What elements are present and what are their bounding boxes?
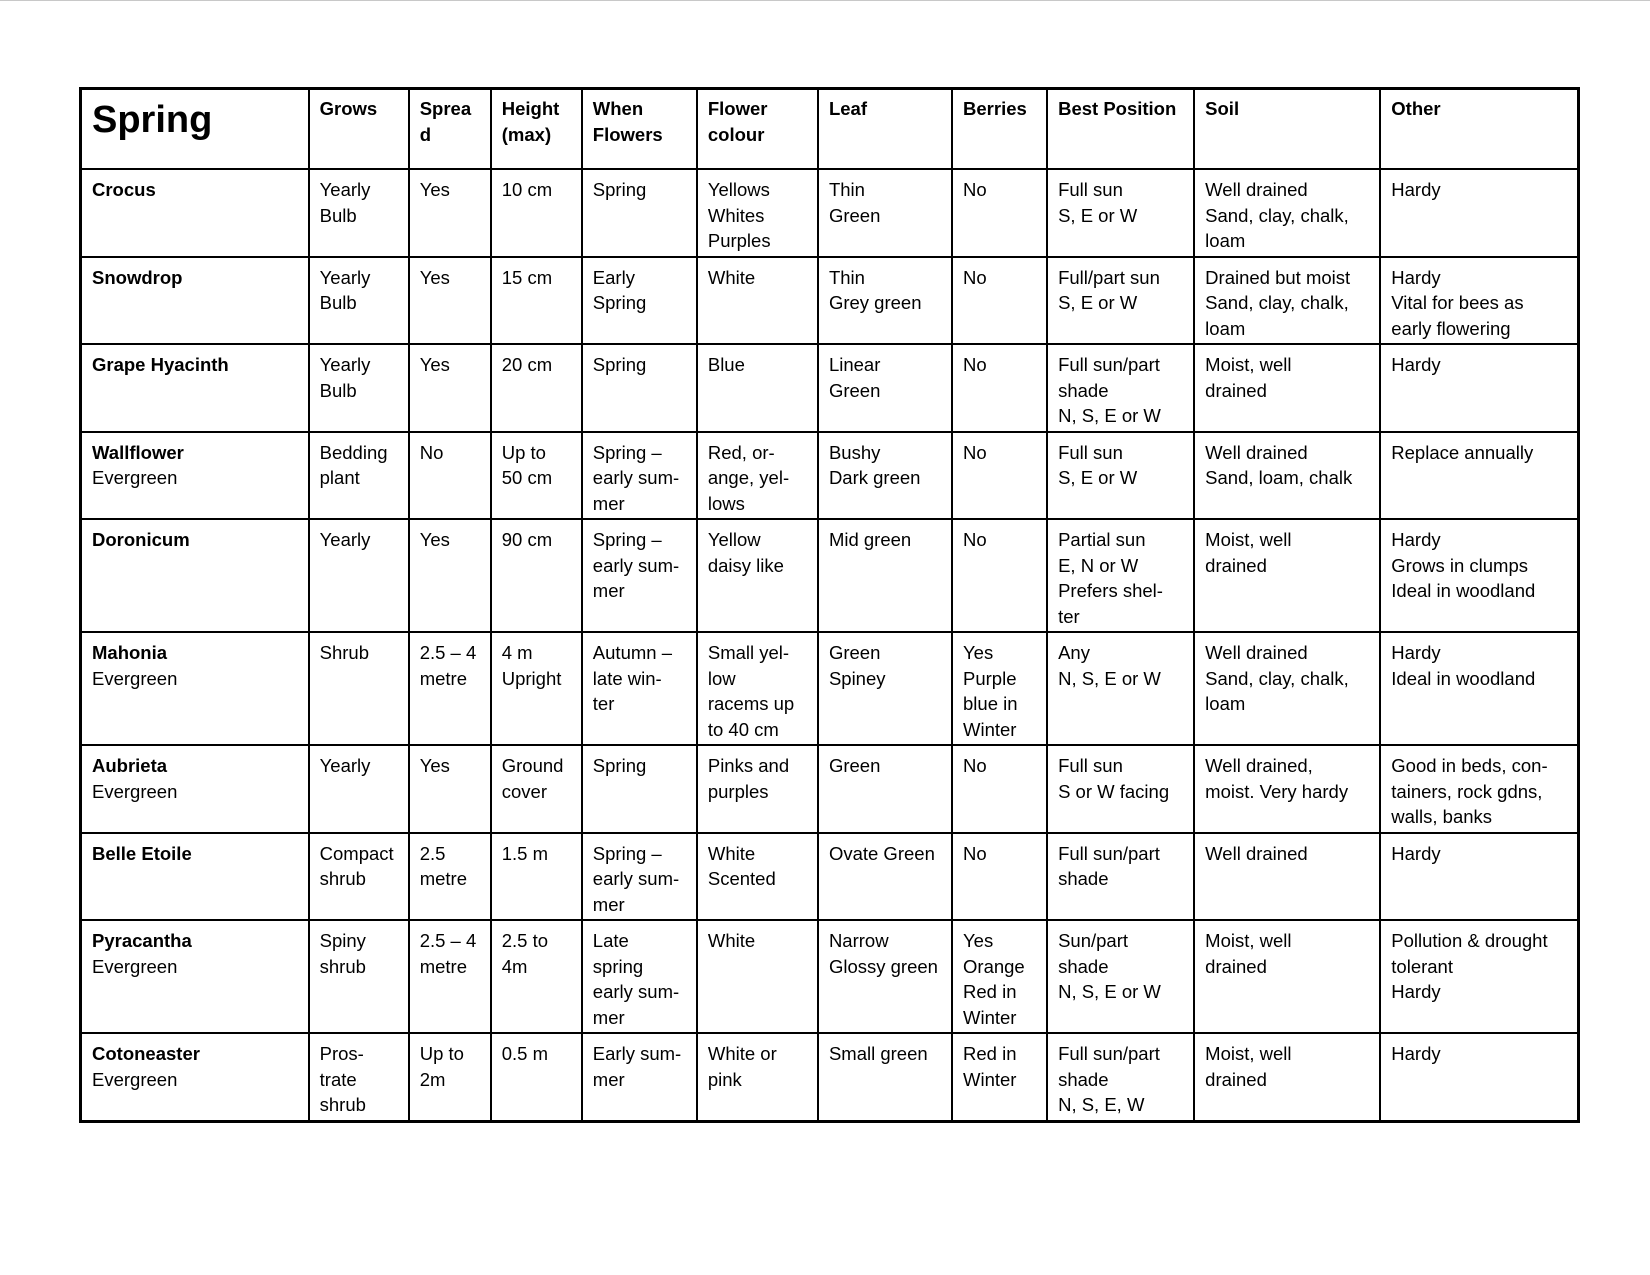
cell-best-position: Partial sun E, N or W Prefers shel- ter	[1047, 519, 1194, 632]
plant-name: Cotoneaster	[92, 1043, 200, 1064]
table-row	[81, 1033, 1579, 1121]
plant-name: Aubrieta	[92, 755, 168, 776]
cell-height: 1.5 m	[491, 833, 582, 921]
table-row	[81, 344, 1579, 432]
cell-soil: Well drained, moist. Very hardy	[1194, 745, 1380, 833]
cell-other: Hardy Vital for bees as early flowering	[1380, 257, 1578, 345]
cell-soil: Moist, well drained	[1194, 519, 1380, 632]
cell-leaf: Thin Green	[818, 169, 952, 257]
header-berries: Berries	[952, 89, 1047, 170]
cell-soil: Well drained	[1194, 833, 1380, 921]
cell-leaf: Thin Grey green	[818, 257, 952, 345]
cell-height: Ground cover	[491, 745, 582, 833]
cell-leaf: Bushy Dark green	[818, 432, 952, 520]
cell-grows: Shrub	[309, 632, 409, 745]
plant-cell	[81, 519, 309, 632]
header-other: Other	[1380, 89, 1578, 170]
cell-when-flowers: Early sum- mer	[582, 1033, 697, 1121]
cell-spread: 2.5 metre	[409, 833, 491, 921]
header-flower-colour: Flower colour	[697, 89, 818, 170]
cell-flower-colour: White	[697, 257, 818, 345]
cell-spread: No	[409, 432, 491, 520]
page-top-rule	[0, 0, 1650, 1]
table-row	[81, 257, 1579, 345]
cell-height: 15 cm	[491, 257, 582, 345]
cell-when-flowers: Early Spring	[582, 257, 697, 345]
cell-when-flowers: Spring – early sum- mer	[582, 432, 697, 520]
plant-cell	[81, 920, 309, 1033]
cell-best-position: Full sun/part shade	[1047, 833, 1194, 921]
table-row	[81, 432, 1579, 520]
cell-berries: No	[952, 432, 1047, 520]
cell-best-position: Full/part sun S, E or W	[1047, 257, 1194, 345]
plant-cell	[81, 632, 309, 745]
table-row	[81, 169, 1579, 257]
cell-height: 20 cm	[491, 344, 582, 432]
cell-other: Pollution & drought tolerant Hardy	[1380, 920, 1578, 1033]
plant-cell	[81, 344, 309, 432]
cell-when-flowers: Spring – early sum- mer	[582, 833, 697, 921]
cell-grows: Yearly Bulb	[309, 169, 409, 257]
plant-type: Evergreen	[92, 667, 178, 689]
header-row	[81, 89, 1579, 170]
header-soil: Soil	[1194, 89, 1380, 170]
plant-cell	[81, 745, 309, 833]
plant-cell	[81, 432, 309, 520]
header-leaf: Leaf	[818, 89, 952, 170]
cell-other: Hardy	[1380, 1033, 1578, 1121]
cell-flower-colour: Yellows Whites Purples	[697, 169, 818, 257]
plant-cell	[81, 833, 309, 921]
cell-best-position: Full sun/part shade N, S, E, W	[1047, 1033, 1194, 1121]
cell-spread: Yes	[409, 344, 491, 432]
cell-soil: Well drained Sand, loam, chalk	[1194, 432, 1380, 520]
header-height: Height (max)	[491, 89, 582, 170]
cell-leaf: Small green	[818, 1033, 952, 1121]
cell-height: 2.5 to 4m	[491, 920, 582, 1033]
cell-height: 90 cm	[491, 519, 582, 632]
plant-name: Wallflower	[92, 441, 184, 463]
cell-grows: Bedding plant	[309, 432, 409, 520]
cell-spread: 2.5 – 4 metre	[409, 920, 491, 1033]
cell-when-flowers: Autumn – late win- ter	[582, 632, 697, 745]
cell-flower-colour: White	[697, 920, 818, 1033]
spring-plants-table	[79, 87, 1580, 1123]
season-title: Spring	[81, 89, 309, 170]
cell-flower-colour: Small yel- low racems up to 40 cm	[697, 632, 818, 745]
cell-height: 10 cm	[491, 169, 582, 257]
cell-other: Replace annually	[1380, 432, 1578, 520]
cell-other: Hardy	[1380, 344, 1578, 432]
cell-grows: Yearly	[309, 745, 409, 833]
cell-leaf: Green	[818, 745, 952, 833]
cell-spread: Yes	[409, 519, 491, 632]
cell-height: Up to 50 cm	[491, 432, 582, 520]
cell-leaf: Mid green	[818, 519, 952, 632]
cell-height: 4 m Upright	[491, 632, 582, 745]
cell-soil: Well drained Sand, clay, chalk, loam	[1194, 632, 1380, 745]
plant-type: Evergreen	[92, 780, 178, 802]
cell-soil: Well drained Sand, clay, chalk, loam	[1194, 169, 1380, 257]
plant-cell	[81, 257, 309, 345]
cell-when-flowers: Spring	[582, 745, 697, 833]
cell-when-flowers: Late spring early sum- mer	[582, 920, 697, 1033]
cell-leaf: Green Spiney	[818, 632, 952, 745]
table-row	[81, 632, 1579, 745]
cell-other: Hardy Grows in clumps Ideal in woodland	[1380, 519, 1578, 632]
cell-grows: Yearly Bulb	[309, 257, 409, 345]
cell-berries: No	[952, 169, 1047, 257]
cell-spread: Yes	[409, 257, 491, 345]
table-body	[81, 169, 1579, 1121]
cell-spread: Up to 2m	[409, 1033, 491, 1121]
cell-flower-colour: Blue	[697, 344, 818, 432]
cell-flower-colour: White Scented	[697, 833, 818, 921]
plant-name: Doronicum	[92, 529, 190, 550]
cell-berries: Red in Winter	[952, 1033, 1047, 1121]
plant-name: Mahonia	[92, 642, 168, 663]
cell-flower-colour: Red, or- ange, yel- lows	[697, 432, 818, 520]
plant-type: Evergreen	[92, 467, 178, 488]
cell-other: Good in beds, con- tainers, rock gdns, walls, banks	[1380, 745, 1578, 833]
cell-best-position: Full sun S or W facing	[1047, 745, 1194, 833]
table-row	[81, 519, 1579, 632]
cell-leaf: Narrow Glossy green	[818, 920, 952, 1033]
cell-leaf: Linear Green	[818, 344, 952, 432]
cell-grows: Yearly Bulb	[309, 344, 409, 432]
cell-grows: Pros- trate shrub	[309, 1033, 409, 1121]
cell-spread: Yes	[409, 745, 491, 833]
table-row	[81, 833, 1579, 921]
header-spread: Sprea d	[409, 89, 491, 170]
cell-best-position: Any N, S, E or W	[1047, 632, 1194, 745]
cell-flower-colour: Pinks and purples	[697, 745, 818, 833]
cell-flower-colour: Yellow daisy like	[697, 519, 818, 632]
cell-grows: Yearly	[309, 519, 409, 632]
cell-berries: No	[952, 833, 1047, 921]
cell-soil: Moist, well drained	[1194, 344, 1380, 432]
cell-best-position: Full sun S, E or W	[1047, 169, 1194, 257]
cell-spread: 2.5 – 4 metre	[409, 632, 491, 745]
cell-spread: Yes	[409, 169, 491, 257]
cell-best-position: Sun/part shade N, S, E or W	[1047, 920, 1194, 1033]
plant-name: Grape Hyacinth	[92, 354, 229, 375]
plant-cell	[81, 169, 309, 257]
plant-name: Snowdrop	[92, 266, 183, 288]
cell-best-position: Full sun/part shade N, S, E or W	[1047, 344, 1194, 432]
cell-other: Hardy	[1380, 169, 1578, 257]
header-grows: Grows	[309, 89, 409, 170]
header-when-flowers: When Flowers	[582, 89, 697, 170]
cell-best-position: Full sun S, E or W	[1047, 432, 1194, 520]
cell-flower-colour: White or pink	[697, 1033, 818, 1121]
cell-when-flowers: Spring	[582, 169, 697, 257]
cell-grows: Spiny shrub	[309, 920, 409, 1033]
plant-type: Evergreen	[92, 1068, 178, 1090]
plant-name: Belle Etoile	[92, 842, 192, 864]
cell-berries: Yes Orange Red in Winter	[952, 920, 1047, 1033]
header-best-position: Best Position	[1047, 89, 1194, 170]
cell-grows: Compact shrub	[309, 833, 409, 921]
cell-other: Hardy Ideal in woodland	[1380, 632, 1578, 745]
plant-name: Pyracantha	[92, 930, 192, 951]
cell-berries: Yes Purple blue in Winter	[952, 632, 1047, 745]
cell-other: Hardy	[1380, 833, 1578, 921]
table-row	[81, 920, 1579, 1033]
cell-when-flowers: Spring – early sum- mer	[582, 519, 697, 632]
cell-soil: Moist, well drained	[1194, 1033, 1380, 1121]
cell-height: 0.5 m	[491, 1033, 582, 1121]
plant-cell	[81, 1033, 309, 1121]
plant-type: Evergreen	[92, 955, 178, 977]
cell-soil: Drained but moist Sand, clay, chalk, loam	[1194, 257, 1380, 345]
cell-when-flowers: Spring	[582, 344, 697, 432]
plant-name: Crocus	[92, 179, 156, 200]
cell-berries: No	[952, 519, 1047, 632]
cell-berries: No	[952, 344, 1047, 432]
cell-leaf: Ovate Green	[818, 833, 952, 921]
cell-berries: No	[952, 745, 1047, 833]
cell-soil: Moist, well drained	[1194, 920, 1380, 1033]
table-row	[81, 745, 1579, 833]
cell-berries: No	[952, 257, 1047, 345]
